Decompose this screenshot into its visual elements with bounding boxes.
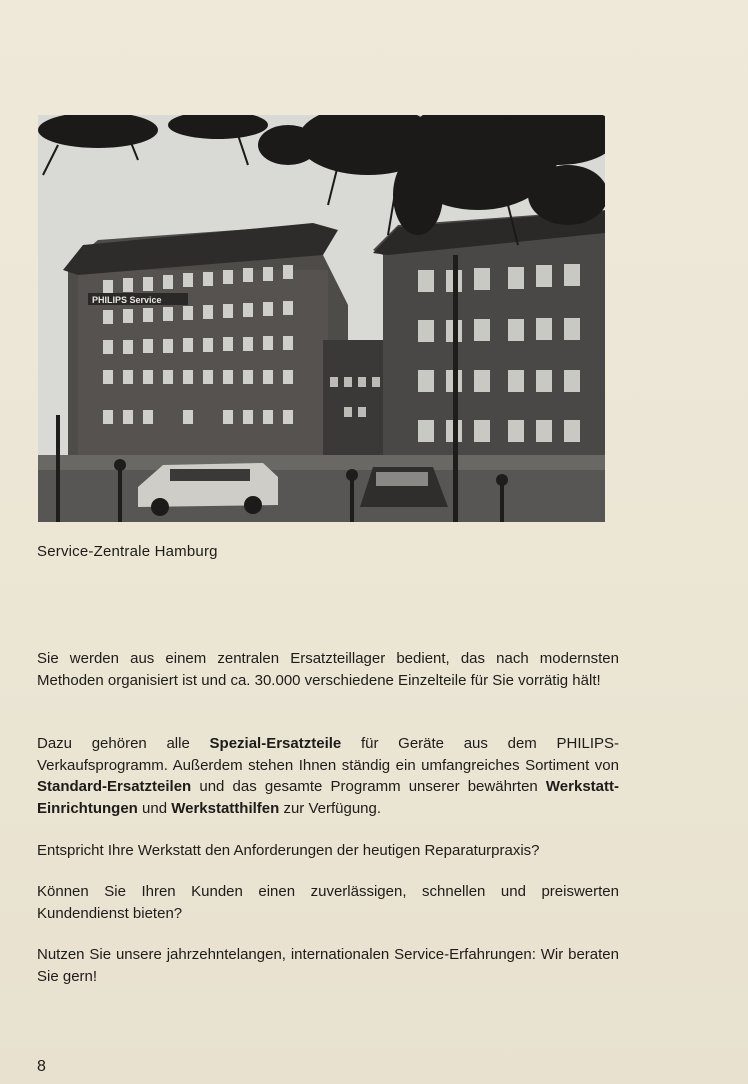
paragraph-text: und: [137, 799, 172, 817]
paragraph-product-range: [37, 733, 619, 819]
paragraph-text: und das gesamte Programm unserer bewährten: [191, 778, 546, 795]
paragraph-question-workshop: Entspricht Ihre Werkstatt den Anforderungen der heutigen Reparaturpraxis?: [37, 842, 540, 859]
paragraph-text: Dazu gehören alle: [37, 735, 210, 752]
building-photo-illustration: [38, 115, 605, 522]
photo-caption: Service-Zentrale Hamburg: [37, 543, 218, 560]
paragraph-question-customer-service: Können Sie Ihren Kunden einen zuverlässigen, schnellen und preiswerten Kundendienst bieten?: [37, 883, 619, 922]
paragraph-spare-parts-warehouse: Sie werden aus einem zentralen Ersatzteillager bedient, das nach modernsten Methoden organisiert ist und ca. 30.000 verschiedene Einzelteile für Sie vorrätig hält!: [37, 650, 619, 689]
bold-term-workshop-equipment: Werkstatt-Einrichtungen: [37, 778, 619, 817]
building-sign-text: PHILIPS Service: [92, 295, 162, 305]
service-center-photo: [38, 115, 605, 522]
bold-term-standard-parts: Standard-Ersatzteilen: [37, 778, 192, 795]
page-number: 8: [37, 1058, 46, 1075]
bold-term-workshop-aids: Werkstatthilfen: [171, 799, 280, 817]
bold-term-special-parts: Spezial-Ersatzteile: [209, 735, 342, 752]
paragraph-text: zur Verfügung.: [279, 799, 382, 817]
paragraph-offer-advice: Nutzen Sie unsere jahrzehntelangen, internationalen Service-Erfahrungen: Wir beraten Sie gern!: [37, 946, 619, 985]
paragraph-text: für Geräte aus dem PHILIPS-Verkaufsprogramm. Außerdem stehen Ihnen ständig ein umfangreiches Sortiment von: [37, 735, 619, 774]
